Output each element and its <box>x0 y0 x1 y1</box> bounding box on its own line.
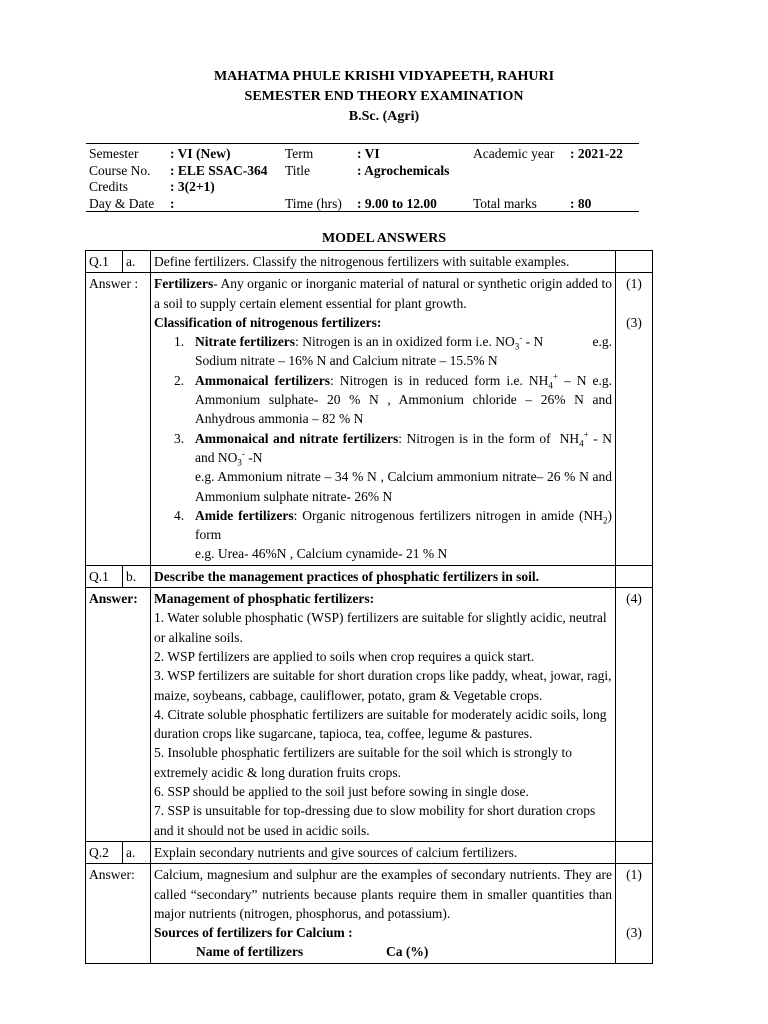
q1b-answer-row <box>86 588 653 842</box>
classification-list <box>154 332 612 564</box>
q1a-number: Q.1 <box>86 251 123 273</box>
item-tail: e.g. <box>592 334 612 350</box>
date-label: Day & Date <box>89 196 155 211</box>
credits-value: : 3(2+1) <box>170 179 215 194</box>
q2a-number: Q.2 <box>86 841 123 863</box>
semester-label: Semester <box>89 146 139 161</box>
list-item: 3. WSP fertilizers are suitable for short duration crops like paddy, wheat, jowar, ragi, maize, soybeans, cabbage, cauliflower, potato, gram & Vegetable crops. <box>154 668 612 703</box>
q1a-part: a. <box>123 251 151 273</box>
list-item <box>154 429 612 506</box>
q1a-marks <box>616 273 653 565</box>
item-line2: e.g. Urea- 46%N , Calcium cynamide- 21 % N <box>195 546 448 562</box>
classification-heading: Classification of nitrogenous fertilizers: <box>154 314 382 330</box>
item-term: Amide fertilizers <box>195 507 294 523</box>
item-term: Ammonaical and nitrate fertilizers <box>195 430 399 446</box>
q1b-number: Q.1 <box>86 565 123 587</box>
list-item: 7. SSP is unsuitable for top-dressing due to slow mobility for short duration crops and it should not be used in acidic soils. <box>154 803 596 838</box>
term-value: : VI <box>357 146 380 161</box>
list-item: 4. Citrate soluble phosphatic fertilizers are suitable for moderately acidic soils, long duration crops like sugarcane, tapioca, tea, coffee, legume & pastures. <box>154 706 607 742</box>
item-term: Ammonaical fertilizers <box>195 372 330 388</box>
q1a-answer <box>151 273 616 565</box>
item-text-2: : Nitrogen is in reduced form i.e. $NH_4^+$ – N e.g. Ammonium sulphate- 20 % N , Ammonium chloride – 26% N and Anhydrous ammonia – 82 % N <box>195 371 613 427</box>
q1b-marks: (4) <box>616 588 653 842</box>
col-fertilizer-name: Name of fertilizers <box>196 944 304 960</box>
course-label: Course No. <box>89 163 151 178</box>
list-item: 2. WSP fertilizers are applied to soils when crop requires a quick start. <box>154 648 535 664</box>
marks-label: Total marks <box>473 196 537 211</box>
semester-value: : VI (New) <box>170 146 231 161</box>
list-item: 5. Insoluble phosphatic fertilizers are suitable for the soil which is strongly to extremely acidic & long duration fruits crops. <box>154 745 573 780</box>
item-number: 1. <box>174 334 185 350</box>
item-line2: Sodium nitrate – 16% N and Calcium nitrate – 15.5% N <box>195 353 498 369</box>
fertilizers-term: Fertilizers <box>154 276 214 292</box>
q1b-question: Describe the management practices of phosphatic fertilizers in soil. <box>151 565 616 587</box>
list-item <box>154 371 612 429</box>
item-text-3: : Nitrogen is in the form of $NH_4^+$ - N and $NO_3^-$ -N <box>195 429 612 468</box>
q1a-answer-row <box>86 273 653 565</box>
secondary-nutrients-text: Calcium, magnesium and sulphur are the examples of secondary nutrients. They are called “secondary” nutrients because plants require them in smaller quantities than major nutrients (nitrogen, phosphorus, and potassium). <box>154 867 612 921</box>
list-item: 6. SSP should be applied to the soil just before sowing in single dose. <box>154 784 529 800</box>
q2a-question: Explain secondary nutrients and give sources of calcium fertilizers. <box>151 841 616 863</box>
list-item <box>154 332 612 371</box>
q2a-answer-row <box>86 864 653 963</box>
item-line2: e.g. Ammonium nitrate – 34 % N , Calcium ammonium nitrate– 26 % N and Ammonium sulphate nitrate- 26% N <box>195 469 612 504</box>
q2a-mark-blank <box>616 841 653 863</box>
date-value: : <box>170 196 175 211</box>
q1b-question-row <box>86 565 653 587</box>
q1b-answer-label: Answer: <box>86 588 151 842</box>
list-item: 1. Water soluble phosphatic (WSP) fertilizers are suitable for slightly acidic, neutral or alkaline soils. <box>154 610 607 645</box>
mark-3: (3) <box>626 925 642 941</box>
q2a-marks <box>616 864 653 963</box>
q2a-question-row <box>86 841 653 863</box>
q1b-mark-blank <box>616 565 653 587</box>
section-title: MODEL ANSWERS <box>321 231 447 246</box>
marks-value: : 80 <box>570 196 592 211</box>
title-value: : Agrochemicals <box>357 163 450 178</box>
info-top-rule <box>86 143 639 144</box>
item-number: 2. <box>174 372 185 388</box>
calcium-table-header <box>154 942 612 961</box>
q1b-part: b. <box>123 565 151 587</box>
calcium-sources-heading: Sources of fertilizers for Calcium : <box>154 925 353 941</box>
phosphatic-heading: Management of phosphatic fertilizers: <box>154 591 375 607</box>
credits-label: Credits <box>89 179 128 194</box>
time-value: : 9.00 to 12.00 <box>357 196 437 211</box>
q1a-mark-blank <box>616 251 653 273</box>
fertilizers-definition: - Any organic or inorganic material of natural or synthetic origin added to a soil to supply certain element essential for plant growth. <box>154 276 612 311</box>
mark-1: (1) <box>626 276 642 292</box>
col-calcium-percent: Ca (%) <box>386 944 429 960</box>
university-name: MAHATMA PHULE KRISHI VIDYAPEETH, RAHURI <box>213 69 555 84</box>
list-item <box>154 506 612 564</box>
exam-title: SEMESTER END THEORY EXAMINATION <box>244 89 524 104</box>
item-term: Nitrate fertilizers <box>195 334 296 350</box>
q1a-question-row <box>86 251 653 273</box>
q2a-answer-label: Answer: <box>86 864 151 963</box>
answers-table <box>85 250 653 964</box>
item-number: 3. <box>174 430 185 446</box>
time-label: Time (hrs) <box>285 196 342 211</box>
mark-3: (3) <box>626 314 642 330</box>
degree-title: B.Sc. (Agri) <box>348 109 420 124</box>
item-text-1: : Nitrogen is an in oxidized form i.e. $NO_3^-$ - N <box>295 332 544 352</box>
year-value: : 2021-22 <box>570 146 623 161</box>
mark-1: (1) <box>626 867 642 883</box>
course-value: : ELE SSAC-364 <box>170 163 268 178</box>
term-label: Term <box>285 146 314 161</box>
item-text-4: : Organic nitrogenous fertilizers nitrogen in amide $(NH_2)$ form <box>195 507 612 543</box>
q1a-question: Define fertilizers. Classify the nitrogenous fertilizers with suitable examples. <box>151 251 616 273</box>
q1b-answer <box>151 588 616 842</box>
title-label: Title <box>285 163 311 178</box>
q2a-answer <box>151 864 616 963</box>
year-label: Academic year <box>473 146 555 161</box>
q1a-answer-label: Answer : <box>86 273 151 565</box>
q2a-part: a. <box>123 841 151 863</box>
item-number: 4. <box>174 507 185 523</box>
